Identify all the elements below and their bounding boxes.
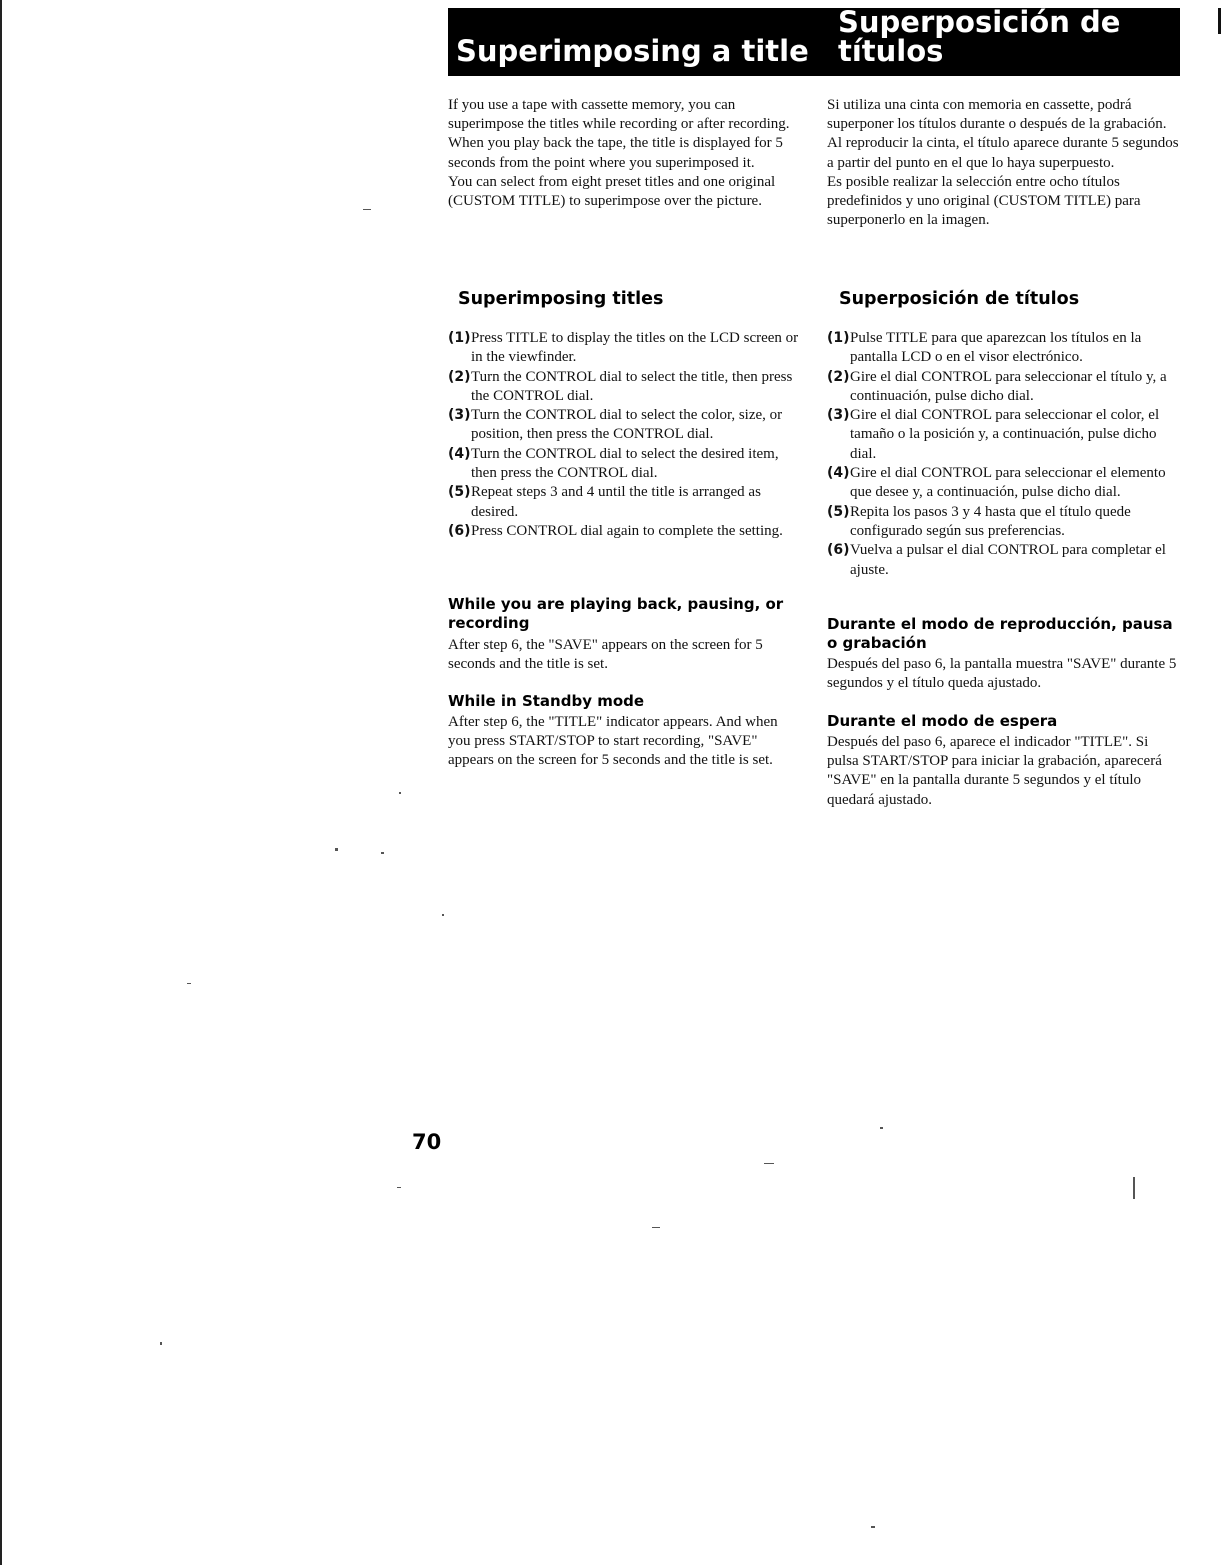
step-text: Gire el dial CONTROL para seleccionar el título y, a continuación, pulse dicho dial. (850, 368, 1167, 404)
steps-list (448, 329, 800, 541)
step-item (448, 406, 800, 445)
scan-speck (397, 1187, 401, 1188)
step-number: (4) (448, 445, 471, 462)
subsection-heading: While you are playing back, pausing, or recording (448, 595, 784, 632)
step-text: Repita los pasos 3 y 4 hasta que el título quede configurado según sus preferencias. (850, 503, 1131, 539)
scan-speck (880, 1127, 883, 1129)
subsection-heading: Durante el modo de espera (827, 712, 1058, 730)
scan-edge (0, 0, 2, 1565)
intro-paragraph: Es posible realizar la selección entre ocho títulos predefinidos y uno original (CUSTOM TITLE) para superponerlo en la imagen. (827, 173, 1141, 229)
step-number: (6) (827, 542, 850, 559)
step-item (448, 445, 800, 484)
scan-speck (764, 1163, 774, 1164)
subsection-text: Después del paso 6, la pantalla muestra "SAVE" durante 5 segundos y el título queda ajustado. (827, 656, 1177, 692)
page-number: 70 (412, 1130, 442, 1154)
step-item (448, 368, 800, 407)
step-item (448, 483, 800, 522)
intro-paragraph: If you use a tape with cassette memory, you can superimpose the titles while recording or after recording. When you play back the tape, the title is displayed for 5 seconds from the point where you superimposed it. (448, 97, 790, 171)
scan-speck (160, 1342, 162, 1345)
step-number: (3) (448, 407, 471, 424)
step-item (827, 368, 1183, 407)
page-title-spanish-line2: títulos (838, 34, 944, 68)
scan-speck (335, 848, 338, 851)
intro-paragraph: Si utiliza una cinta con memoria en cassette, podrá superponer los títulos durante o después de la grabación. Al reproducir la cinta, el título aparece durante 5 segundos a partir del punto en el que lo haya superpuesto. (827, 97, 1179, 171)
step-text: Press TITLE to display the titles on the LCD screen or in the viewfinder. (471, 330, 799, 366)
subsection-body (448, 636, 800, 674)
step-number: (5) (448, 484, 471, 501)
scan-speck (187, 983, 191, 984)
step-text: Turn the CONTROL dial to select the title, then press the CONTROL dial. (471, 368, 793, 404)
page-title-english: Superimposing a title (456, 34, 809, 68)
step-number: (1) (827, 330, 850, 346)
step-number: (6) (448, 522, 471, 539)
subsection-text: After step 6, the "SAVE" appears on the screen for 5 seconds and the title is set. (448, 637, 763, 673)
subsection-body (827, 733, 1183, 810)
step-number: (2) (448, 368, 471, 385)
subsection-heading: Durante el modo de reproducción, pausa o grabación (827, 615, 1173, 652)
section-heading: Superimposing titles (458, 289, 664, 309)
section-heading: Superposición de títulos (839, 289, 1080, 309)
step-text: Turn the CONTROL dial to select the desired item, then press the CONTROL dial. (471, 445, 779, 482)
step-item (448, 329, 800, 368)
page-title-spanish-line1: Superposición de (838, 5, 1121, 39)
step-number: (1) (448, 330, 471, 346)
scan-speck (381, 852, 384, 854)
steps-list (827, 329, 1183, 580)
step-number: (2) (827, 368, 850, 385)
step-text: Gire el dial CONTROL para seleccionar el color, el tamaño o la posición y, a continuación, pulse dicho dial. (850, 407, 1160, 462)
step-text: Turn the CONTROL dial to select the color, size, or position, then press the CONTROL dial. (471, 407, 783, 443)
intro-paragraph: You can select from eight preset titles and one original (CUSTOM TITLE) to superimpose over the picture. (448, 173, 776, 210)
scan-speck (871, 1526, 875, 1528)
step-item (827, 464, 1183, 503)
subsection-body (448, 713, 800, 771)
intro-block (827, 96, 1183, 230)
subsection-text: Después del paso 6, aparece el indicador "TITLE". Si pulsa START/STOP para iniciar la grabación, aparecerá "SAVE" en la pantalla durante 5 segundos y el título quedará ajustado. (827, 734, 1162, 808)
subsection-text: After step 6, the "TITLE" indicator appears. And when you press START/STOP to start recording, "SAVE" appears on the screen for 5 seconds and the title is set. (448, 714, 778, 769)
step-number: (5) (827, 503, 850, 520)
step-number: (3) (827, 407, 850, 424)
step-text: Press CONTROL dial again to complete the setting. (471, 522, 783, 539)
scan-speck (399, 792, 401, 794)
scan-speck (363, 209, 371, 210)
page-title-spanish (838, 5, 1121, 68)
scan-mark (1218, 8, 1221, 34)
step-number: (4) (827, 465, 850, 482)
step-item (448, 522, 800, 541)
step-item (827, 329, 1183, 368)
step-text: Repeat steps 3 and 4 until the title is arranged as desired. (471, 484, 761, 520)
subsection-heading: While in Standby mode (448, 692, 645, 710)
scan-speck (442, 914, 444, 916)
step-text: Gire el dial CONTROL para seleccionar el elemento que desee y, a continuación, pulse dicho dial. (850, 465, 1166, 501)
step-item (827, 503, 1183, 542)
intro-block (448, 96, 800, 211)
step-item (827, 406, 1183, 464)
scan-speck (652, 1227, 660, 1228)
scan-speck (1133, 1177, 1135, 1199)
step-text: Vuelva a pulsar el dial CONTROL para completar el ajuste. (850, 542, 1166, 578)
step-text: Pulse TITLE para que aparezcan los títulos en la pantalla LCD o en el visor electrónico. (850, 330, 1142, 366)
step-item (827, 541, 1183, 580)
subsection-body (827, 655, 1183, 693)
